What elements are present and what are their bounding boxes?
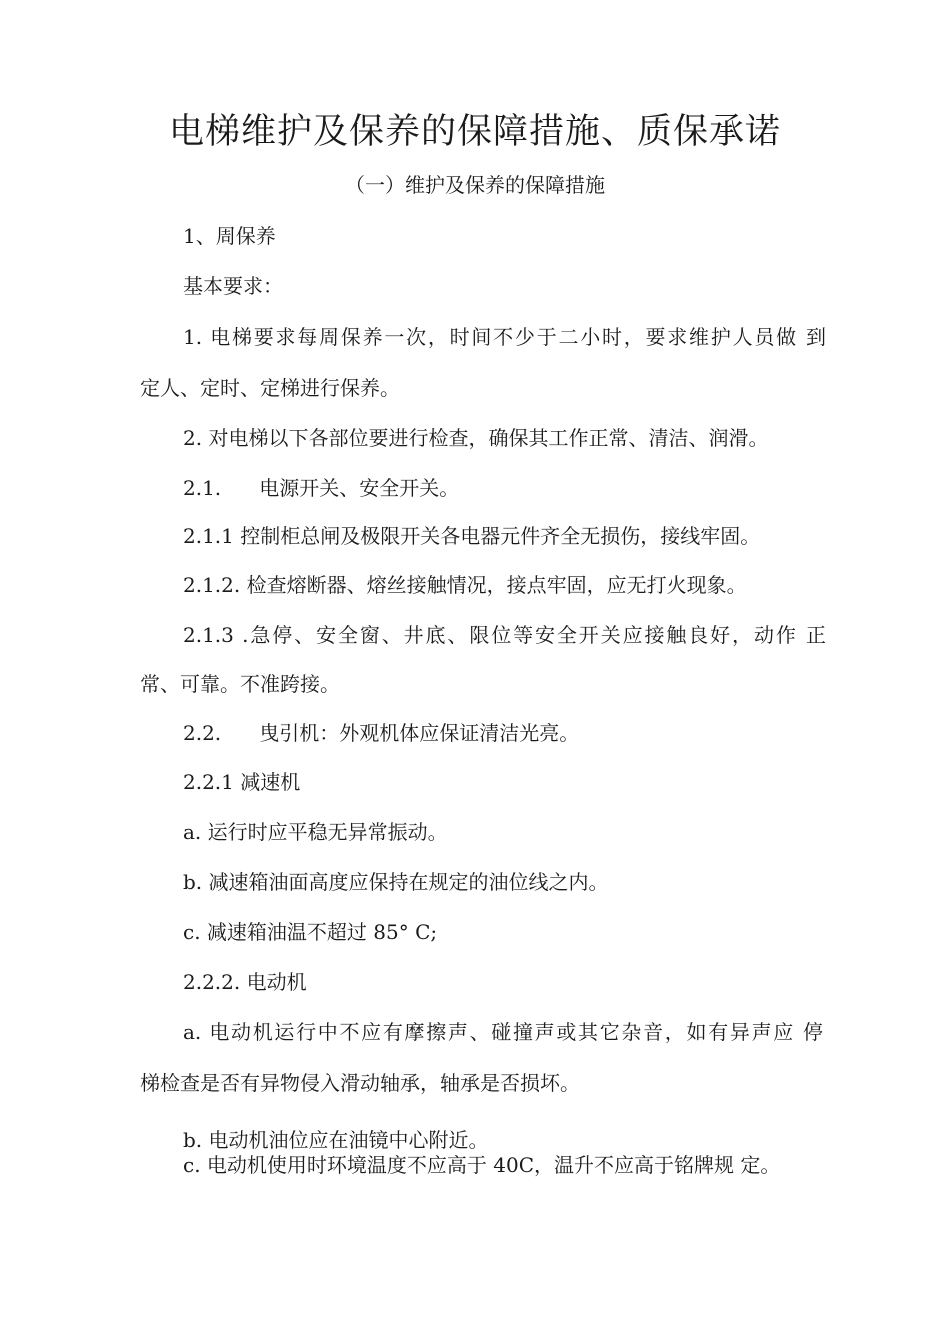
paragraph-line: b. 减速箱油面高度应保持在规定的油位线之内。 xyxy=(183,870,609,894)
paragraph-line: 2.1.3 .急停、安全窗、井底、限位等安全开关应接触良好，动作 正 xyxy=(183,623,826,647)
paragraph-line: 常、可靠。不准跨接。 xyxy=(140,672,340,696)
paragraph-line: b. 电动机油位应在油镜中心附近。 xyxy=(183,1128,489,1152)
paragraph-line: a. 电动机运行中不应有摩擦声、碰撞声或其它杂音，如有异声应 停 xyxy=(183,1020,823,1044)
paragraph-line: 2.1.1 控制柜总闸及极限开关各电器元件齐全无损伤，接线牢固。 xyxy=(183,524,761,548)
paragraph-line: 2.2.2. 电动机 xyxy=(183,970,307,994)
document-title: 电梯维护及保养的保障措施、质保承诺 xyxy=(168,112,781,152)
subsection-heading: 1、周保养 xyxy=(183,224,276,248)
paragraph-line: 梯检查是否有异物侵入滑动轴承，轴承是否损坏。 xyxy=(140,1071,580,1095)
paragraph-line: c. 电动机使用时环境温度不应高于 40C，温升不应高于铭牌规 定。 xyxy=(183,1153,781,1177)
paragraph-line: 2.1. 电源开关、安全开关。 xyxy=(183,476,460,500)
paragraph-line: 2.1.2. 检查熔断器、熔丝接触情况，接点牢固，应无打火现象。 xyxy=(183,573,747,597)
paragraph-line: 2.2. 曳引机：外观机体应保证清洁光亮。 xyxy=(183,721,580,745)
paragraph-line: 2.2.1 减速机 xyxy=(183,770,301,794)
section-heading: （一）维护及保养的保障措施 xyxy=(345,173,605,197)
paragraph-line: a. 运行时应平稳无异常振动。 xyxy=(183,820,448,844)
paragraph-line: 基本要求： xyxy=(183,274,283,298)
paragraph-line: 2. 对电梯以下各部位要进行检查，确保其工作正常、清洁、润滑。 xyxy=(183,426,769,450)
paragraph-line: 1. 电梯要求每周保养一次，时间不少于二小时，要求维护人员做 到 xyxy=(183,325,826,349)
paragraph-line: 定人、定时、定梯进行保养。 xyxy=(140,376,400,400)
paragraph-line: c. 减速箱油温不超过 85° C; xyxy=(183,920,438,944)
